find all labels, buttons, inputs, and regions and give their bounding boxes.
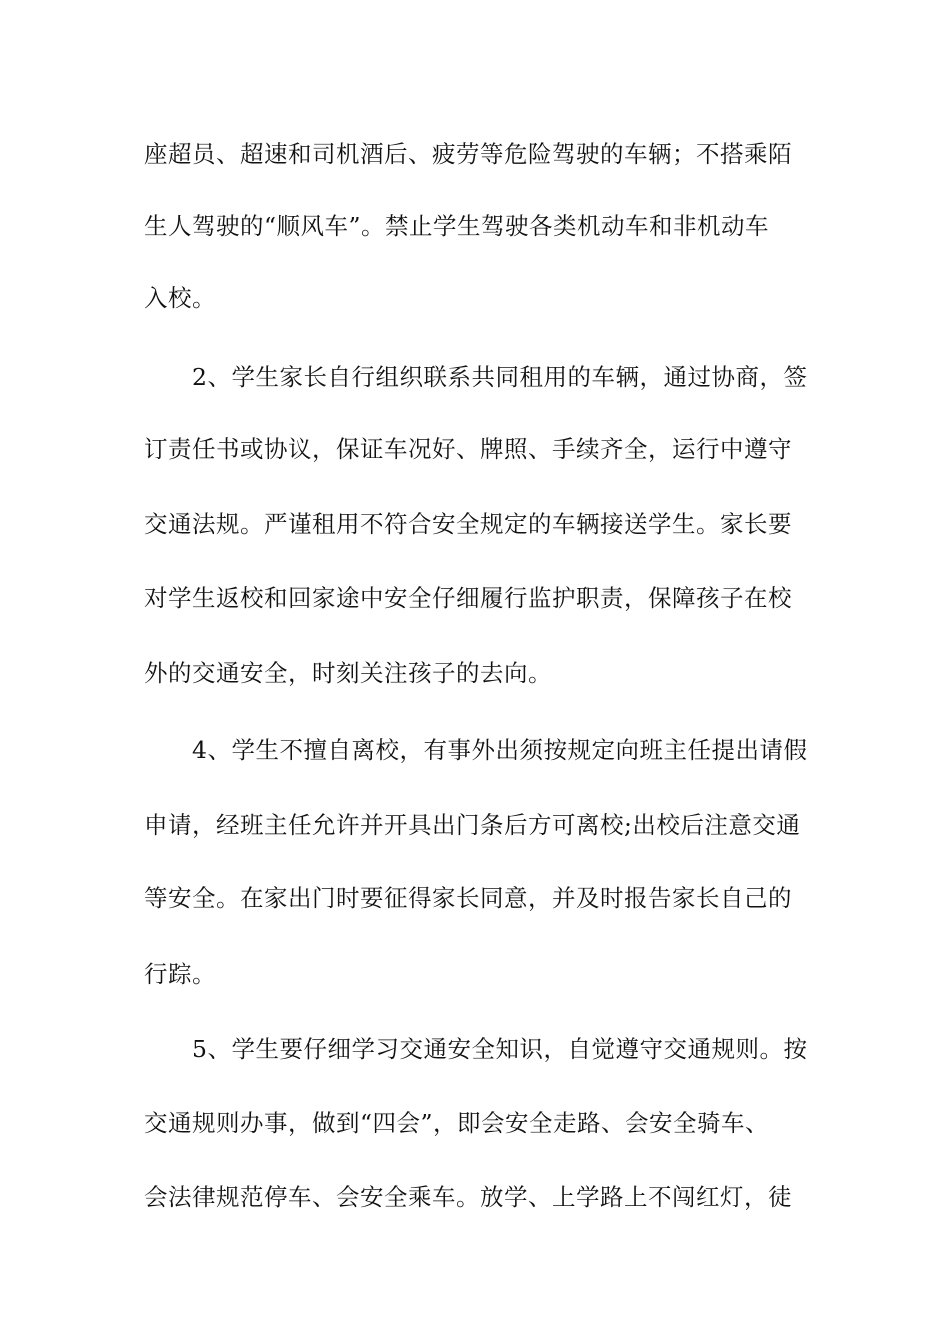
paragraph-5-line-3: 会法律规范停车、会安全乘车。放学、上学路上不闯红灯，徒	[144, 1183, 792, 1211]
paragraph-4-line-3: 等安全。在家出门时要征得家长同意，并及时报告家长自己的	[144, 884, 792, 912]
paragraph-4-line-2: 申请，经班主任允许并开具出门条后方可离校;出校后注意交通	[144, 811, 801, 839]
paragraph-4-line-1: 4、学生不擅自离校，有事外出须按规定向班主任提出请假	[192, 736, 808, 764]
text-line-1: 座超员、超速和司机酒后、疲劳等危险驾驶的车辆；不搭乘陌	[144, 140, 792, 168]
paragraph-2-line-3: 交通法规。严谨租用不符合安全规定的车辆接送学生。家长要	[144, 510, 792, 538]
paragraph-2-line-5: 外的交通安全，时刻关注孩子的去向。	[144, 659, 552, 687]
paragraph-5-line-1: 5、学生要仔细学习交通安全知识，自觉遵守交通规则。按	[192, 1035, 808, 1063]
paragraph-2-line-1: 2、学生家长自行组织联系共同租用的车辆，通过协商，签	[192, 363, 808, 391]
paragraph-2-line-4: 对学生返校和回家途中安全仔细履行监护职责，保障孩子在校	[144, 584, 792, 612]
paragraph-4-line-4: 行踪。	[144, 960, 216, 988]
paragraph-5-line-2: 交通规则办事，做到“四会”，即会安全走路、会安全骑车、	[144, 1109, 770, 1137]
text-line-3: 入校。	[144, 284, 216, 312]
paragraph-2-line-2: 订责任书或协议，保证车况好、牌照、手续齐全，运行中遵守	[144, 435, 792, 463]
text-line-2: 生人驾驶的“顺风车”。禁止学生驾驶各类机动车和非机动车	[144, 212, 770, 240]
